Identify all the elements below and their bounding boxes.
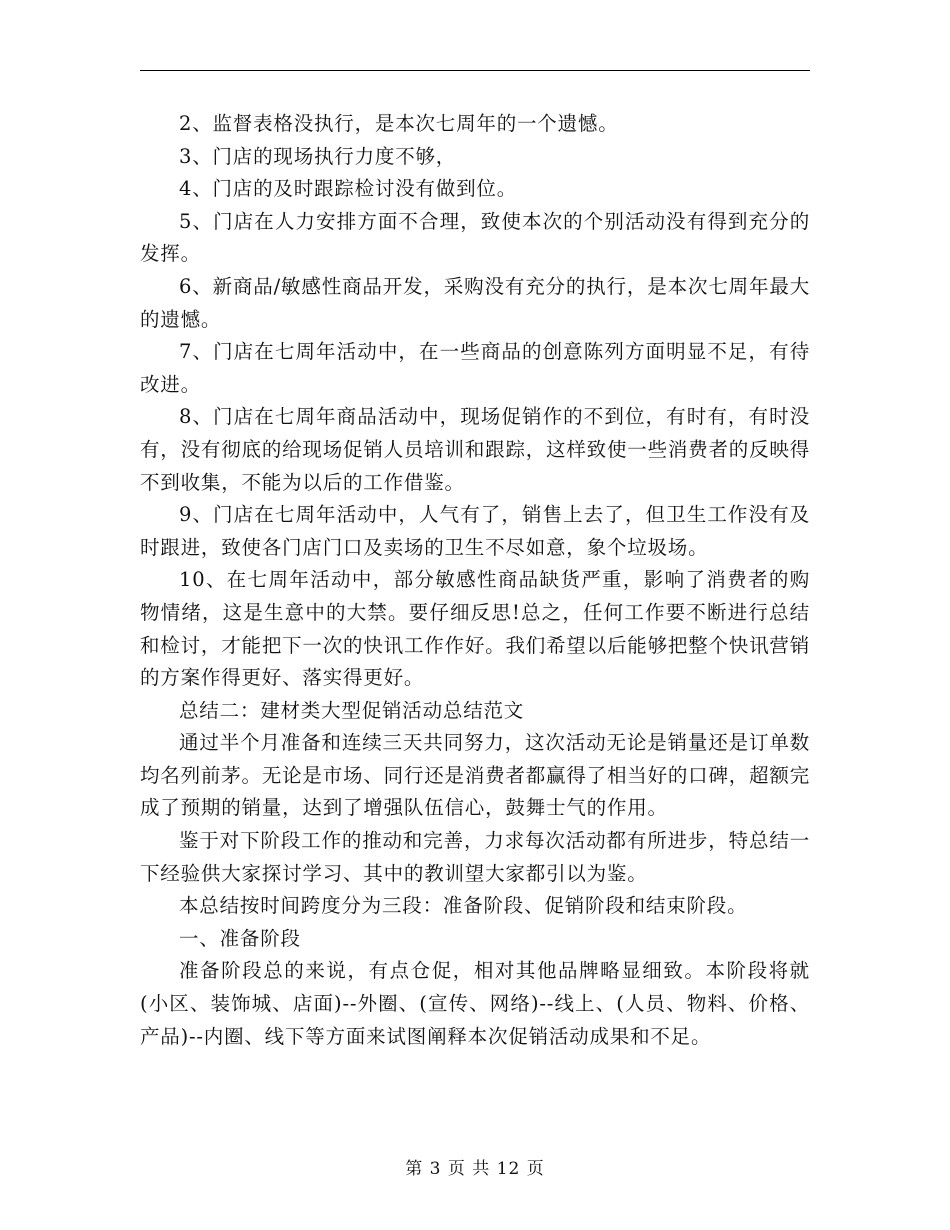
paragraph-item-7: 7、门店在七周年活动中，在一些商品的创意陈列方面明显不足，有待改进。 bbox=[140, 340, 810, 396]
paragraph-item-9: 9、门店在七周年活动中，人气有了，销售上去了，但卫生工作没有及时跟进，致使各门店门口及卖场的卫生不尽如意，象个垃圾场。 bbox=[140, 503, 810, 559]
paragraph-item-10: 10、在七周年活动中，部分敏感性商品缺货严重，影响了消费者的购物情绪，这是生意中的大禁。要仔细反思!总之，任何工作要不断进行总结和检讨，才能把下一次的快讯工作作好。我们希望以后能够把整个快讯营销的方案作得更好、落实得更好。 bbox=[140, 568, 810, 690]
paragraph-purpose: 鉴于对下阶段工作的推动和完善，力求每次活动都有所进步，特总结一下经验供大家探讨学习、其中的教训望大家都引以为鉴。 bbox=[140, 829, 810, 885]
paragraph-intro: 通过半个月准备和连续三天共同努力，这次活动无论是销量还是订单数均名列前茅。无论是市场、同行还是消费者都赢得了相当好的口碑，超额完成了预期的销量，达到了增强队伍信心，鼓舞士气的作用。 bbox=[140, 731, 810, 820]
paragraph-item-3: 3、门店的现场执行力度不够， bbox=[179, 144, 457, 168]
paragraph-item-5: 5、门店在人力安排方面不合理，致使本次的个别活动没有得到充分的发挥。 bbox=[140, 209, 810, 266]
paragraph-preparation: 准备阶段总的来说，有点仓促，相对其他品牌略显细致。本阶段将就(小区、装饰城、店面)--外圈、(宣传、网络)--线上、(人员、物料、价格、产品)--内圈、线下等方面来试图阐释本次促销活动成果和不足。 bbox=[140, 959, 810, 1048]
header-rule bbox=[140, 70, 810, 71]
paragraph-item-6: 6、新商品/敏感性商品开发，采购没有充分的执行，是本次七周年最大的遗憾。 bbox=[140, 274, 810, 331]
paragraph-item-2: 2、监督表格没执行，是本次七周年的一个遗憾。 bbox=[179, 112, 619, 135]
paragraph-item-8: 8、门店在七周年商品活动中，现场促销作的不到位，有时有，有时没有，没有彻底的给现场促销人员培训和跟踪，这样致使一些消费者的反映得不到收集，不能为以后的工作借鉴。 bbox=[140, 405, 810, 494]
paragraph-structure: 本总结按时间跨度分为三段：准备阶段、促销阶段和结束阶段。 bbox=[179, 894, 748, 918]
paragraph-item-4: 4、门店的及时跟踪检讨没有做到位。 bbox=[179, 177, 518, 201]
section-title-summary-two: 总结二：建材类大型促销活动总结范文 bbox=[179, 698, 525, 722]
document-body bbox=[140, 108, 810, 1053]
page-number: 第 3 页 共 12 页 bbox=[405, 1159, 545, 1179]
section-title-preparation: 一、准备阶段 bbox=[179, 926, 301, 950]
